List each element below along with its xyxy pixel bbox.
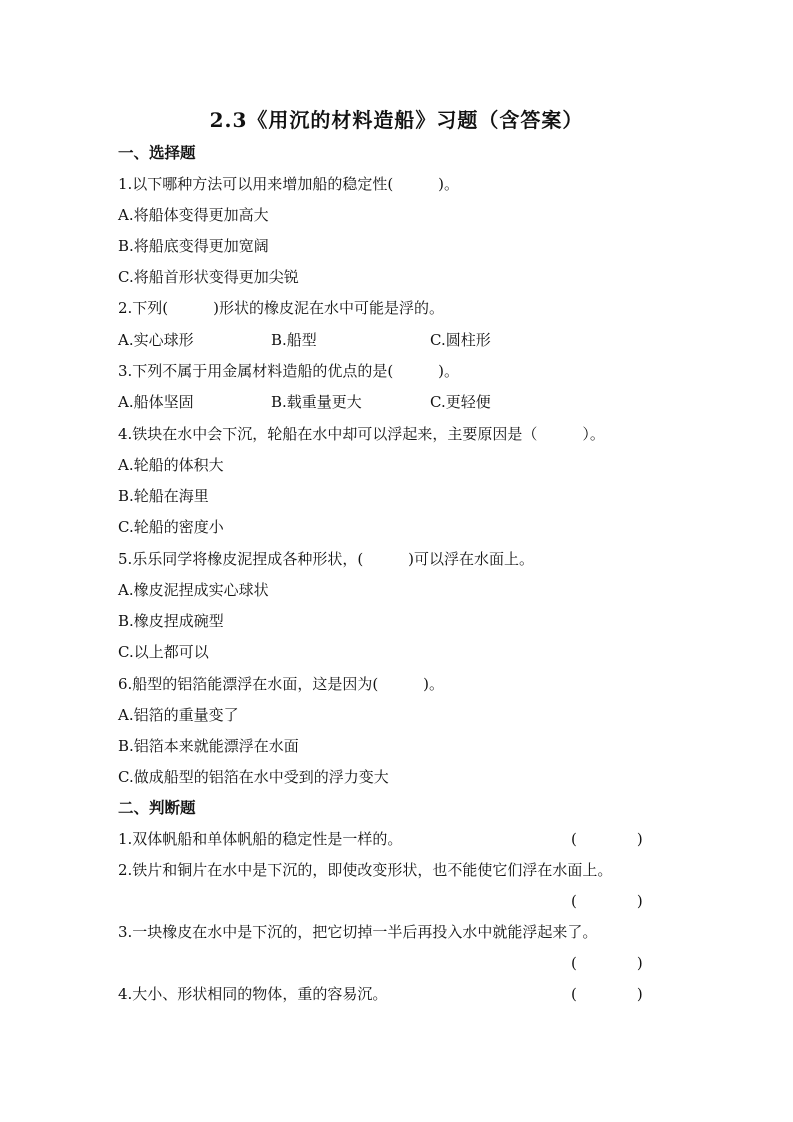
- question-6-option-c: C.做成船型的铝箔在水中受到的浮力变大: [118, 768, 389, 786]
- question-2: 2.下列( )形状的橡皮泥在水中可能是浮的。: [118, 299, 445, 317]
- judge-question-4: 4.大小、形状相同的物体，重的容易沉。: [118, 985, 388, 1003]
- question-1-option-c: C.将船首形状变得更加尖锐: [118, 268, 299, 286]
- question-4-option-a: A.轮船的体积大: [118, 456, 224, 474]
- question-5: 5.乐乐同学将橡皮泥捏成各种形状，( )可以浮在水面上。: [118, 550, 535, 568]
- question-3: 3.下列不属于用金属材料造船的优点的是( )。: [118, 362, 460, 380]
- question-5-option-b: B.橡皮捏成碗型: [118, 612, 224, 630]
- question-4: 4.铁块在水中会下沉，轮船在水中却可以浮起来，主要原因是（ ）。: [118, 425, 605, 443]
- question-1-option-b: B.将船底变得更加宽阔: [118, 237, 269, 255]
- answer-blank-1: ( ): [571, 830, 643, 848]
- question-6-option-a: A.铝箔的重量变了: [118, 706, 239, 724]
- answer-blank-2: ( ): [571, 892, 643, 910]
- answer-blank-4: ( ): [571, 985, 643, 1003]
- question-5-option-c: C.以上都可以: [118, 643, 209, 661]
- question-4-option-c: C.轮船的密度小: [118, 518, 224, 536]
- question-1-option-a: A.将船体变得更加高大: [118, 206, 269, 224]
- question-3-option-c: C.更轻便: [430, 393, 491, 411]
- question-2-option-c: C.圆柱形: [430, 331, 491, 349]
- answer-blank-3: ( ): [571, 954, 643, 972]
- section-heading-judge: 二、判断题: [118, 798, 196, 817]
- page-title: 2.3《用沉的材料造船》习题（含答案）: [209, 108, 584, 132]
- question-5-option-a: A.橡皮泥捏成实心球状: [118, 581, 269, 599]
- judge-question-3: 3.一块橡皮在水中是下沉的，把它切掉一半后再投入水中就能浮起来了。: [118, 923, 598, 941]
- question-3-option-a: A.船体坚固: [118, 393, 194, 411]
- question-4-option-b: B.轮船在海里: [118, 487, 209, 505]
- question-2-option-a: A.实心球形: [118, 331, 194, 349]
- question-3-option-b: B.载重量更大: [271, 393, 362, 411]
- judge-question-2: 2.铁片和铜片在水中是下沉的，即使改变形状，也不能使它们浮在水面上。: [118, 861, 613, 879]
- question-3-options: [118, 391, 518, 413]
- judge-question-1: 1.双体帆船和单体帆船的稳定性是一样的。: [118, 830, 403, 848]
- question-6: 6.船型的铝箔能漂浮在水面，这是因为( )。: [118, 675, 445, 693]
- section-heading-choice: 一、选择题: [118, 143, 196, 162]
- question-6-option-b: B.铝箔本来就能漂浮在水面: [118, 737, 299, 755]
- question-2-option-b: B.船型: [271, 331, 317, 349]
- question-1: 1.以下哪种方法可以用来增加船的稳定性( )。: [118, 175, 460, 193]
- question-2-options: [118, 329, 518, 351]
